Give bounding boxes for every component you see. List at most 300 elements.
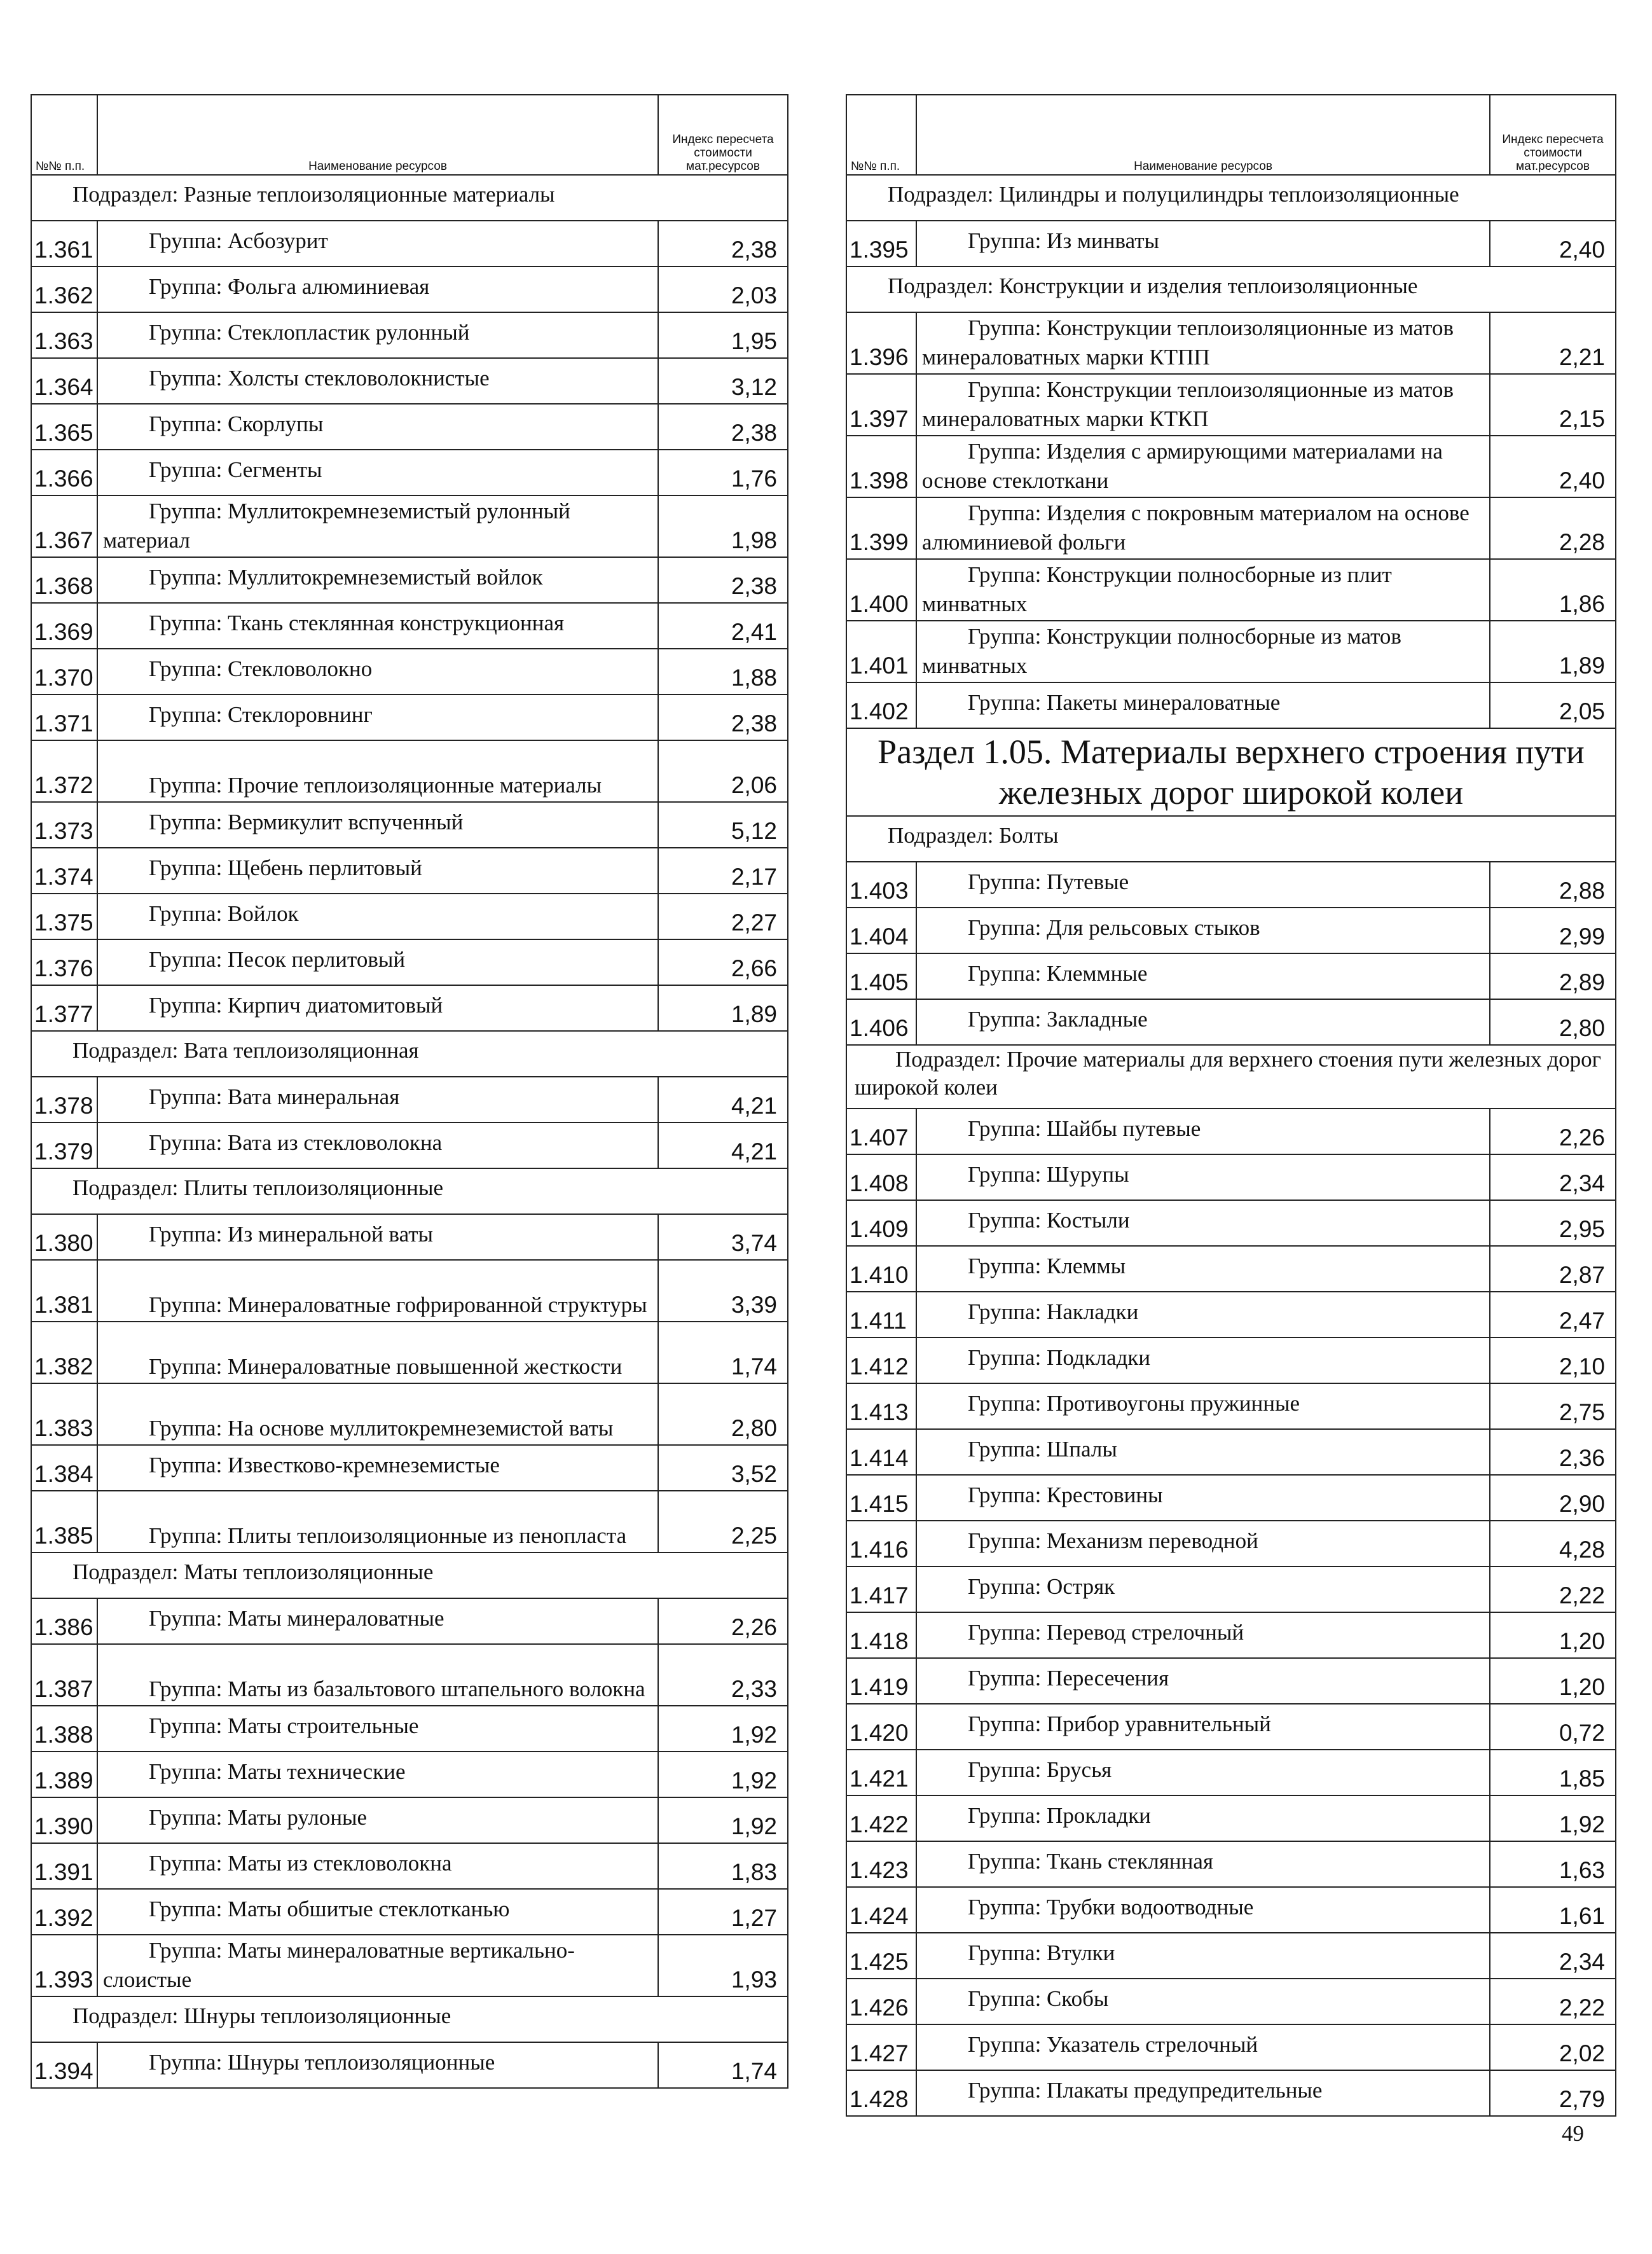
item-number: 1.382 [31,1322,97,1383]
item-name-cell [916,559,1490,621]
item-number: 1.389 [31,1752,97,1797]
item-number: 1.371 [31,695,97,740]
subsection-row [31,1552,788,1598]
item-name: Группа: Скорлупы [149,411,324,436]
item-name: Группа: Конструкции полносборные из плит минватных [922,562,1392,616]
item-number: 1.362 [31,266,97,312]
item-index: 2,38 [658,695,788,740]
item-index: 3,52 [658,1445,788,1491]
item-index: 2,26 [658,1598,788,1644]
item-index: 1,92 [1490,1795,1616,1841]
item-name-cell [916,1750,1490,1795]
item-number: 1.416 [846,1521,916,1566]
table-row [31,557,788,603]
item-name: Группа: Скобы [968,1986,1109,2011]
item-name: Группа: Клеммные [968,961,1148,986]
item-index: 1,63 [1490,1841,1616,1887]
item-index: 2,40 [1490,221,1616,266]
item-number: 1.374 [31,848,97,894]
table-row [846,1887,1616,1933]
item-name-cell [916,312,1490,374]
subsection-row [31,175,788,221]
item-number: 1.396 [846,312,916,374]
item-name: Группа: Шайбы путевые [968,1116,1201,1141]
table-row [31,985,788,1031]
item-number: 1.375 [31,894,97,939]
table-row [31,848,788,894]
item-name: Группа: На основе муллитокремнеземистой ваты [149,1416,614,1441]
item-number: 1.366 [31,450,97,495]
table-row [846,436,1616,497]
item-name: Группа: Прокладки [968,1803,1151,1828]
item-name: Группа: Ткань стеклянная [968,1849,1214,1874]
item-number: 1.420 [846,1704,916,1750]
item-index: 5,12 [658,802,788,848]
item-number: 1.405 [846,953,916,999]
item-name: Группа: Войлок [149,901,299,926]
table-header-row [31,95,788,175]
item-number: 1.391 [31,1843,97,1889]
item-name: Группа: Пакеты минераловатные [968,690,1281,715]
item-name: Группа: Костыли [968,1208,1130,1233]
header-name: Наименование ресурсов [916,95,1490,175]
item-name: Группа: Крестовины [968,1483,1163,1507]
item-name-cell [97,848,658,894]
item-name-cell [916,2024,1490,2070]
item-index: 2,21 [1490,312,1616,374]
item-number: 1.363 [31,312,97,358]
item-index: 1,76 [658,450,788,495]
item-index: 2,66 [658,939,788,985]
item-number: 1.400 [846,559,916,621]
item-number: 1.415 [846,1475,916,1521]
table-row [31,1752,788,1797]
item-name-cell [97,649,658,695]
item-number: 1.361 [31,221,97,266]
item-name-cell [916,2070,1490,2116]
table-row [846,1109,1616,1154]
subsection-row [31,1168,788,1214]
table-row [31,1077,788,1123]
item-index: 3,74 [658,1214,788,1260]
item-number: 1.369 [31,603,97,649]
item-name-cell [916,1566,1490,1612]
item-number: 1.370 [31,649,97,695]
table-row [846,312,1616,374]
item-number: 1.422 [846,1795,916,1841]
item-index: 1,27 [658,1889,788,1935]
item-number: 1.423 [846,1841,916,1887]
section-title: Раздел 1.05. Материалы верхнего строения пути железных дорог широкой колеи [846,728,1616,816]
item-name: Группа: Остряк [968,1574,1115,1599]
table-row [31,695,788,740]
item-name: Группа: Трубки водоотводные [968,1895,1254,1919]
item-name-cell [916,1704,1490,1750]
table-row [31,894,788,939]
subsection-title: Подраздел: Вата теплоизоляционная [31,1031,788,1077]
item-name-cell [916,1979,1490,2024]
item-number: 1.367 [31,495,97,557]
item-name-cell [916,1658,1490,1704]
item-name-cell [97,695,658,740]
item-name-cell [916,1612,1490,1658]
table-row [31,312,788,358]
item-name: Группа: Вата из стекловолокна [149,1130,443,1155]
table-row [846,497,1616,559]
table-row [31,603,788,649]
item-index: 1,93 [658,1935,788,1996]
table-row [31,1797,788,1843]
item-number: 1.409 [846,1200,916,1246]
item-name-cell [916,1109,1490,1154]
item-name-cell [97,939,658,985]
item-index: 4,21 [658,1123,788,1168]
item-number: 1.406 [846,999,916,1045]
table-row [846,1475,1616,1521]
item-index: 2,87 [1490,1246,1616,1292]
item-name: Группа: Клеммы [968,1254,1126,1278]
item-name: Группа: Маты из базальтового штапельного волокна [149,1677,645,1701]
item-name: Группа: Асбозурит [149,228,328,253]
item-number: 1.372 [31,740,97,802]
subsection-row [846,1045,1616,1109]
item-name-cell [97,450,658,495]
item-number: 1.378 [31,1077,97,1123]
item-name-cell [97,266,658,312]
item-name-cell [97,1214,658,1260]
page-number: 49 [1562,2121,1584,2146]
table-row [31,266,788,312]
item-number: 1.418 [846,1612,916,1658]
item-name-cell [916,1933,1490,1979]
item-name: Группа: Минераловатные гофрированной структуры [149,1292,647,1317]
subsection-row [31,1996,788,2042]
item-name-cell [97,1123,658,1168]
item-name-cell [97,404,658,450]
item-name: Группа: Муллитокремнеземистый рулонный материал [103,499,570,553]
table-row [846,1704,1616,1750]
header-num: №№ п.п. [846,95,916,175]
table-row [846,953,1616,999]
item-name: Группа: Фольга алюминиевая [149,274,430,299]
item-number: 1.392 [31,1889,97,1935]
subsection-title: Подраздел: Разные теплоизоляционные материалы [31,175,788,221]
item-index: 2,79 [1490,2070,1616,2116]
item-index: 2,90 [1490,1475,1616,1521]
subsection-row [846,266,1616,312]
right-table-column [846,94,1615,2117]
table-row [846,374,1616,436]
item-number: 1.427 [846,2024,916,2070]
table-row [846,1979,1616,2024]
item-name: Группа: Изделия с покровным материалом на основе алюминиевой фольги [922,501,1470,555]
item-index: 4,28 [1490,1521,1616,1566]
section-row [846,728,1616,816]
item-number: 1.379 [31,1123,97,1168]
table-row [31,1322,788,1383]
item-name-cell [916,1887,1490,1933]
item-name: Группа: Стеклоровнинг [149,702,373,727]
item-index: 3,12 [658,358,788,404]
item-name: Группа: Плакаты предупредительные [968,2078,1323,2103]
item-name: Группа: Песок перлитовый [149,947,406,972]
table-row [846,908,1616,953]
item-name-cell [97,1889,658,1935]
item-name: Группа: Из минеральной ваты [149,1222,434,1247]
item-name-cell [97,495,658,557]
item-name: Группа: Кирпич диатомитовый [149,993,443,1018]
left-table-column [31,94,787,2089]
item-number: 1.410 [846,1246,916,1292]
item-name: Группа: Ткань стеклянная конструкционная [149,611,565,635]
item-index: 2,75 [1490,1383,1616,1429]
item-index: 1,89 [658,985,788,1031]
item-name-cell [97,1752,658,1797]
table-row [31,1889,788,1935]
table-row [31,649,788,695]
item-index: 1,98 [658,495,788,557]
item-name: Группа: Пересечения [968,1666,1169,1690]
table-row [846,1521,1616,1566]
item-number: 1.393 [31,1935,97,1996]
table-row [31,2042,788,2088]
item-name-cell [916,1200,1490,1246]
item-name: Группа: Шурупы [968,1162,1129,1187]
item-name: Группа: Изделия с армирующими материалами на основе стеклоткани [922,439,1443,493]
item-name: Группа: Закладные [968,1007,1148,1032]
item-name-cell [97,985,658,1031]
item-index: 1,92 [658,1706,788,1752]
item-index: 4,21 [658,1077,788,1123]
item-number: 1.390 [31,1797,97,1843]
item-name-cell [916,1292,1490,1338]
item-name-cell [97,358,658,404]
item-number: 1.419 [846,1658,916,1704]
item-index: 2,38 [658,404,788,450]
item-index: 2,40 [1490,436,1616,497]
subsection-row [846,175,1616,221]
header-index: Индекс пересчета стоимости мат.ресурсов [658,95,788,175]
item-name: Группа: Прибор уравнительный [968,1711,1271,1736]
table-row [846,862,1616,908]
item-number: 1.368 [31,557,97,603]
item-number: 1.381 [31,1260,97,1322]
table-row [31,740,788,802]
item-name: Группа: Подкладки [968,1345,1151,1370]
item-number: 1.399 [846,497,916,559]
item-name-cell [916,1154,1490,1200]
item-name: Группа: Шнуры теплоизоляционные [149,2050,495,2075]
table-row [846,1933,1616,1979]
item-name-cell [916,682,1490,728]
item-number: 1.404 [846,908,916,953]
item-name: Группа: Втулки [968,1940,1115,1965]
item-name-cell [97,1797,658,1843]
table-row [31,1598,788,1644]
subsection-title: Подраздел: Шнуры теплоизоляционные [31,1996,788,2042]
item-name: Группа: Стекловолокно [149,656,373,681]
item-index: 2,80 [658,1383,788,1445]
item-index: 2,26 [1490,1109,1616,1154]
table-row [31,1843,788,1889]
item-index: 1,92 [658,1797,788,1843]
item-name-cell [97,1706,658,1752]
item-name-cell [916,953,1490,999]
item-name-cell [916,1475,1490,1521]
item-name: Группа: Шпалы [968,1437,1117,1462]
item-name-cell [916,1795,1490,1841]
item-number: 1.403 [846,862,916,908]
item-index: 2,22 [1490,1979,1616,2024]
item-index: 2,06 [658,740,788,802]
item-number: 1.412 [846,1338,916,1383]
table-row [31,404,788,450]
item-number: 1.411 [846,1292,916,1338]
item-number: 1.386 [31,1598,97,1644]
item-name-cell [916,1521,1490,1566]
item-name-cell [916,862,1490,908]
item-number: 1.408 [846,1154,916,1200]
item-index: 1,74 [658,1322,788,1383]
item-number: 1.384 [31,1445,97,1491]
item-name: Группа: Маты минераловатные [149,1606,444,1631]
item-name: Группа: Минераловатные повышенной жесткости [149,1354,623,1379]
item-name-cell [97,1445,658,1491]
item-name-cell [916,374,1490,436]
item-index: 0,72 [1490,1704,1616,1750]
subsection-title: Подраздел: Прочие материалы для верхнего стоения пути железных дорог широкой колеи [846,1045,1616,1109]
header-index: Индекс пересчета стоимости мат.ресурсов [1490,95,1616,175]
item-name-cell [916,1841,1490,1887]
item-name-cell [916,999,1490,1045]
item-index: 2,03 [658,266,788,312]
item-name-cell [97,312,658,358]
table-row [31,1706,788,1752]
item-name: Группа: Известково-кремнеземистые [149,1453,500,1477]
item-name: Группа: Конструкции полносборные из матов минватных [922,624,1401,678]
item-index: 1,20 [1490,1658,1616,1704]
item-index: 2,28 [1490,497,1616,559]
item-index: 2,15 [1490,374,1616,436]
table-row [31,1491,788,1552]
item-number: 1.424 [846,1887,916,1933]
item-index: 2,41 [658,603,788,649]
item-index: 1,83 [658,1843,788,1889]
item-name-cell [97,1260,658,1322]
item-number: 1.377 [31,985,97,1031]
table-row [31,1445,788,1491]
item-name: Группа: Конструкции теплоизоляционные из матов минераловатных марки КТКП [922,377,1454,431]
item-name: Группа: Брусья [968,1757,1112,1782]
item-index: 2,89 [1490,953,1616,999]
item-number: 1.394 [31,2042,97,2088]
item-number: 1.397 [846,374,916,436]
item-number: 1.417 [846,1566,916,1612]
item-name: Группа: Маты обшитые стеклотканью [149,1897,510,1921]
item-name-cell [916,1338,1490,1383]
item-index: 1,85 [1490,1750,1616,1795]
subsection-title: Подраздел: Плиты теплоизоляционные [31,1168,788,1214]
item-index: 2,80 [1490,999,1616,1045]
item-name: Группа: Холсты стекловолокнистые [149,366,490,391]
table-row [31,1644,788,1706]
item-index: 1,74 [658,2042,788,2088]
item-index: 1,95 [658,312,788,358]
item-name-cell [97,1077,658,1123]
item-name-cell [97,740,658,802]
table-row [846,682,1616,728]
item-name: Группа: Противоугоны пружинные [968,1391,1300,1416]
item-number: 1.387 [31,1644,97,1706]
table-row [31,1123,788,1168]
item-index: 2,34 [1490,1154,1616,1200]
item-name: Группа: Из минваты [968,228,1160,253]
item-number: 1.401 [846,621,916,682]
table-row [846,1338,1616,1383]
table-row [846,1750,1616,1795]
item-name-cell [97,802,658,848]
item-index: 1,20 [1490,1612,1616,1658]
item-name: Группа: Маты строительные [149,1713,419,1738]
item-index: 2,27 [658,894,788,939]
item-index: 2,99 [1490,908,1616,953]
table-row [31,1214,788,1260]
item-index: 2,17 [658,848,788,894]
table-row [31,939,788,985]
item-name: Группа: Вермикулит вспученный [149,810,464,834]
subsection-title: Подраздел: Цилиндры и полуцилиндры теплоизоляционные [846,175,1616,221]
table-row [31,1260,788,1322]
item-name-cell [97,603,658,649]
table-row [31,495,788,557]
table-row [31,1935,788,1996]
item-name: Группа: Вата минеральная [149,1084,400,1109]
item-name-cell [916,1383,1490,1429]
item-name: Группа: Для рельсовых стыков [968,915,1260,940]
item-index: 2,38 [658,221,788,266]
item-name: Группа: Стеклопластик рулонный [149,320,470,345]
table-row [846,1658,1616,1704]
item-name: Группа: Перевод стрелочный [968,1620,1244,1645]
item-name: Группа: Щебень перлитовый [149,855,422,880]
item-name: Группа: Маты рулоные [149,1805,368,1830]
item-number: 1.398 [846,436,916,497]
item-index: 2,47 [1490,1292,1616,1338]
table-row [846,1612,1616,1658]
item-number: 1.425 [846,1933,916,1979]
item-number: 1.380 [31,1214,97,1260]
item-index: 1,89 [1490,621,1616,682]
item-name-cell [97,1322,658,1383]
item-number: 1.388 [31,1706,97,1752]
item-index: 2,02 [1490,2024,1616,2070]
item-name: Группа: Плиты теплоизоляционные из пенопласта [149,1523,627,1548]
header-num: №№ п.п. [31,95,97,175]
table-row [846,1200,1616,1246]
item-index: 2,38 [658,557,788,603]
left-resource-table [31,94,788,2089]
table-row [846,2070,1616,2116]
item-index: 2,34 [1490,1933,1616,1979]
item-name-cell [916,1246,1490,1292]
subsection-title: Подраздел: Конструкции и изделия теплоизоляционные [846,266,1616,312]
item-name-cell [97,1935,658,1996]
item-index: 2,25 [658,1491,788,1552]
item-number: 1.413 [846,1383,916,1429]
item-name-cell [97,1843,658,1889]
item-number: 1.373 [31,802,97,848]
item-index: 3,39 [658,1260,788,1322]
